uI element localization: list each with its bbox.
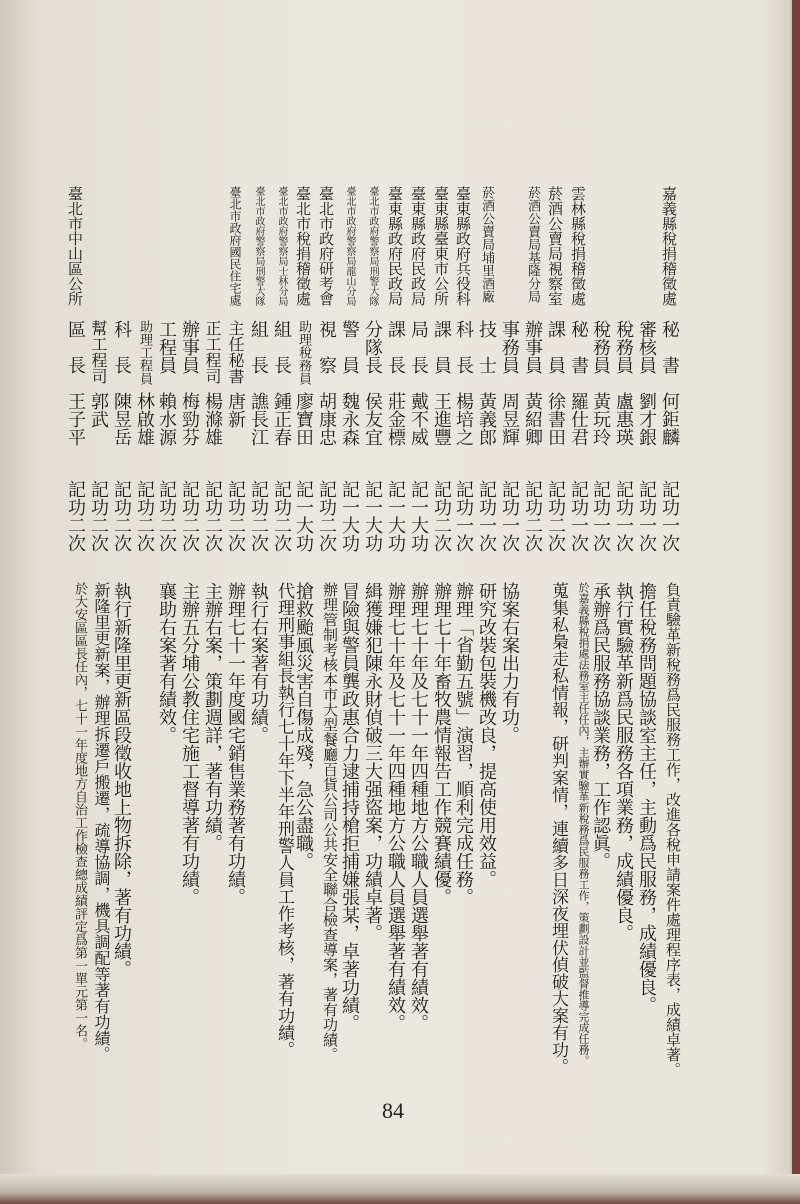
entry-title: 稅務員 <box>613 320 634 374</box>
entry-title: 課 員 <box>431 320 452 374</box>
entry-name: 黃義郎 <box>476 392 497 446</box>
entry-unit: 臺北市政府警察局刑警大隊 <box>253 186 264 306</box>
entry-reason: 負責驗革新稅務爲民服務工作，改進各稅申請案件處理程序表，成績卓著。 <box>664 582 682 1077</box>
entry-award: 記功二次 <box>65 480 86 552</box>
entry-unit: 臺北市政府研考會 <box>317 186 335 306</box>
entry-unit: 臺東縣政府民政局 <box>386 186 404 306</box>
entry-title: 審核員 <box>636 320 657 374</box>
entry-reason: 新隆里更新案，辦理拆遷戶搬遷，疏導協調，機具調配等著有功績。 <box>92 582 111 1062</box>
entry-award: 記功二次 <box>316 480 337 552</box>
entry-reason: 辦理七十年及七十一年四種地方公職人員選舉著有績效。 <box>408 582 429 1032</box>
entry-title: 局 長 <box>408 320 429 374</box>
entry-title: 工程員 <box>156 320 177 374</box>
entry-name: 梅勁芬 <box>179 392 200 446</box>
entry-title: 視 察 <box>316 320 337 374</box>
entry-award: 記一大功 <box>385 480 406 552</box>
entry-name: 胡康忠 <box>316 392 337 446</box>
entry-name: 徐書田 <box>545 392 566 446</box>
entry-reason: 辦理「省勤五號」演習，順利完成任務。 <box>453 582 474 906</box>
entry-reason: 主辦五分埔公教住宅施工督導著有功績。 <box>179 582 200 906</box>
entry-reason: 代理刑事組長執行七十年下半年刑警人員工作考核，著有功績。 <box>274 582 294 1058</box>
entry-unit: 臺北市政府警察局刑警大隊 <box>367 186 378 306</box>
entry-title: 課 員 <box>545 320 566 374</box>
entry-award: 記一大功 <box>293 480 314 552</box>
entry-name: 黃玩玲 <box>590 392 611 446</box>
entry-reason: 襄助右案著有績效。 <box>156 582 177 744</box>
entry-award: 記功二次 <box>431 480 452 552</box>
entry-title: 組 長 <box>248 320 269 374</box>
entry-title: 秘 書 <box>568 320 589 374</box>
entry-name: 陳昱岳 <box>111 392 132 446</box>
entry-name: 戴不威 <box>408 392 429 446</box>
entry-title: 辦事員 <box>179 320 200 374</box>
entry-title: 組 長 <box>271 320 292 374</box>
entry-unit: 臺北市政府警察局士林分局 <box>276 186 287 306</box>
entry-title: 警 員 <box>339 320 360 374</box>
entry-name: 賴水源 <box>156 392 177 446</box>
entry-award: 記功二次 <box>134 480 155 552</box>
entry-name: 莊金標 <box>385 392 406 446</box>
entry-name: 楊滌雄 <box>202 392 223 446</box>
entry-award: 記功二次 <box>88 480 109 552</box>
entry-award: 記功一次 <box>499 480 520 552</box>
entry-title: 科 長 <box>111 320 132 374</box>
entry-name: 羅仕君 <box>568 392 589 446</box>
entry-award: 記功二次 <box>271 480 292 552</box>
entry-name: 廖寶田 <box>293 392 314 446</box>
entry-award: 記功一次 <box>453 480 474 552</box>
entry-name: 魏永森 <box>339 392 360 446</box>
entry-title: 事務員 <box>499 320 520 374</box>
page-edge <box>0 1174 800 1204</box>
entry-unit: 臺北市稅捐稽徵處 <box>294 186 312 306</box>
entry-name: 鍾正春 <box>271 392 292 446</box>
entry-name: 王進豐 <box>431 392 452 446</box>
entry-title: 稅務員 <box>590 320 611 374</box>
entry-reason: 辦理七十年畜牧農情報告工作競賽績優。 <box>431 582 452 906</box>
entry-unit: 菸酒公賣局埔里酒廠 <box>479 186 494 303</box>
entry-reason: 冒險與警員龔政惠合力逮捕持槍拒捕嫌張某，卓著功績。 <box>339 582 360 1032</box>
book-binding <box>792 0 800 1204</box>
entry-name: 黃紹卿 <box>522 392 543 446</box>
entry-reason: 搶救颱風災害自傷成殘，急公盡職。 <box>293 582 314 870</box>
entry-award: 記功一次 <box>476 480 497 552</box>
entry-reason: 協案右案出力有功。 <box>499 582 520 744</box>
entry-award: 記功二次 <box>225 480 246 552</box>
entry-award: 記功二次 <box>111 480 132 552</box>
entry-reason: 辦理管制考核本市大型餐廳百貨公司公共安全聯合檢查導案，著有功績。 <box>321 582 339 1062</box>
entry-title: 辦事員 <box>522 320 543 374</box>
entry-title: 主任秘書 <box>226 320 245 384</box>
entry-reason: 於嘉義縣稅捐處法務室主任任內，主辦實驗革新稅務爲民服務工作，策劃設計並監督推導完成任務。 <box>577 582 590 1066</box>
entry-title: 區 長 <box>65 320 86 374</box>
entry-award: 記功一次 <box>590 480 611 552</box>
entry-award: 記功二次 <box>179 480 200 552</box>
entry-reason: 承辦爲民服務協談業務，工作認眞。 <box>590 582 611 870</box>
entry-title: 幫工程司 <box>89 320 108 384</box>
entry-award: 記一大功 <box>362 480 383 552</box>
entry-unit: 臺北市中山區公所 <box>66 186 84 306</box>
entry-name: 郭武 <box>88 392 109 428</box>
entry-reason: 擔任稅務問題協談室主任，主動爲民服務，成績優良。 <box>636 582 657 1014</box>
entry-name: 楊培之 <box>453 392 474 446</box>
entry-name: 譙長江 <box>248 392 269 446</box>
entry-title: 技 士 <box>476 320 497 374</box>
entry-reason: 於大安區區長任內，七十一年度地方自治工作檢查總成績評定爲第一單元第一名。 <box>72 582 87 1050</box>
entry-award: 記功一次 <box>613 480 634 552</box>
entry-name: 周昱輝 <box>499 392 520 446</box>
entry-award: 記功二次 <box>522 480 543 552</box>
entry-title: 助理稅務員 <box>296 320 311 385</box>
entry-reason: 蒐集私梟走私情報，研判案情，連續多日深夜埋伏偵破大案有功。 <box>548 582 568 1075</box>
entry-award: 記功二次 <box>202 480 223 552</box>
entry-award: 記功一次 <box>659 480 680 552</box>
entry-title: 正工程司 <box>203 320 222 384</box>
entry-award: 記功二次 <box>248 480 269 552</box>
entry-name: 王子平 <box>65 392 86 446</box>
entry-unit: 臺東縣政府兵役科 <box>454 186 472 306</box>
entry-title: 課 長 <box>385 320 406 374</box>
entry-reason: 辦理七十年及七十一年四種地方公職人員選舉著有績效。 <box>385 582 406 1032</box>
entry-award: 記一大功 <box>408 480 429 552</box>
entry-unit: 臺東縣臺東市公所 <box>432 186 450 306</box>
page-number: 84 <box>382 1098 404 1123</box>
entry-reason: 緝獲嫌犯陳永財偵破三大强盜案，功績卓著。 <box>362 582 383 942</box>
entry-name: 盧惠瑛 <box>613 392 634 446</box>
entry-name: 侯友宜 <box>362 392 383 446</box>
entry-reason: 執行新隆里更新區段徵收地上物拆除，著有功績。 <box>111 582 132 978</box>
entry-award: 記功一次 <box>636 480 657 552</box>
entry-award: 記功一次 <box>568 480 589 552</box>
entry-award: 記功二次 <box>545 480 566 552</box>
entry-unit: 菸酒公賣局視察室 <box>546 186 564 306</box>
entry-unit: 嘉義縣稅捐稽徵處 <box>660 186 678 306</box>
entry-title: 助理工程員 <box>137 320 152 385</box>
entry-unit: 臺東縣政府民政局 <box>409 186 427 306</box>
entry-unit: 雲林縣稅捐稽徵處 <box>569 186 587 306</box>
entry-unit: 臺北市政府國民住宅處 <box>228 186 242 306</box>
entry-reason: 研究改裝包裝機改良，提高使用效益。 <box>476 582 497 888</box>
entry-reason: 執行實驗革新爲民服務各項業務，成績優良。 <box>613 582 634 942</box>
entry-reason: 執行右案著有功績。 <box>248 582 269 744</box>
entry-name: 林啟雄 <box>134 392 155 446</box>
entry-award: 記功二次 <box>156 480 177 552</box>
entry-reason: 主辦右案，策劃週詳，著有功績。 <box>202 582 223 852</box>
entry-name: 劉才銀 <box>636 392 657 446</box>
entry-name: 何鉅麟 <box>659 392 680 446</box>
entry-title: 科 長 <box>453 320 474 374</box>
entry-title: 分隊長 <box>362 320 383 374</box>
entry-award: 記一大功 <box>339 480 360 552</box>
entry-title: 秘 書 <box>659 320 680 374</box>
entry-name: 唐新 <box>225 392 246 428</box>
entry-unit: 菸酒公賣局基隆分局 <box>525 186 540 303</box>
entry-unit: 臺北市政府警察局龍山分局 <box>344 186 355 306</box>
entry-reason: 辦理七十一年度國宅銷售業務著有功績。 <box>225 582 246 906</box>
